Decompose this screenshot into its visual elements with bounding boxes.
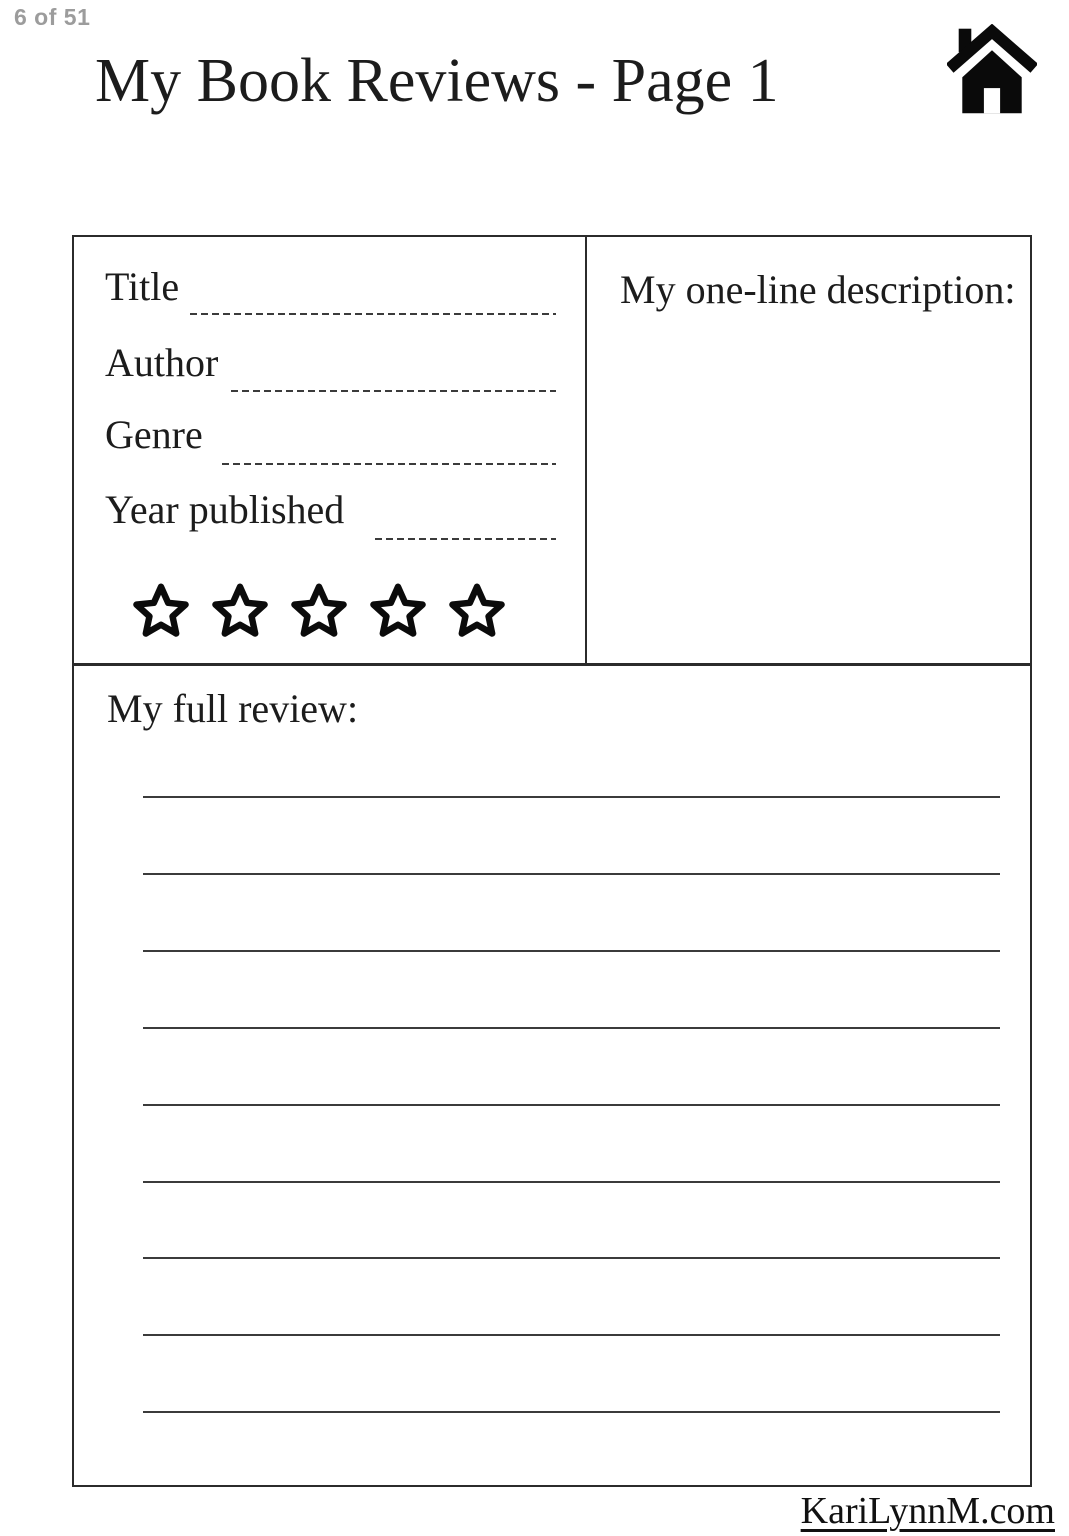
review-card-frame [72, 235, 1032, 1487]
page-indicator: 6 of 51 [14, 4, 91, 30]
review-ruled-line [143, 1334, 1000, 1336]
one-line-description-label: My one-line description: [620, 267, 1016, 312]
star-outline-icon [209, 575, 271, 643]
star-outline-icon [367, 575, 429, 643]
full-review-label: My full review: [107, 686, 359, 731]
field-label-genre: Genre [105, 412, 203, 457]
field-line-genre [222, 463, 556, 465]
field-label-author: Author [105, 340, 219, 385]
home-button[interactable] [947, 24, 1037, 118]
home-icon [947, 105, 1037, 122]
star-rating [130, 575, 508, 643]
review-ruled-line [143, 796, 1000, 798]
column-divider [585, 235, 587, 665]
review-ruled-line [143, 1104, 1000, 1106]
section-divider [72, 663, 1032, 666]
star-outline-icon [288, 575, 350, 643]
field-label-title: Title [105, 264, 180, 309]
field-label-year-published: Year published [105, 487, 345, 532]
field-line-title [190, 313, 556, 315]
review-ruled-line [143, 950, 1000, 952]
review-ruled-line [143, 1027, 1000, 1029]
field-line-year-published [375, 538, 556, 540]
review-ruled-line [143, 1181, 1000, 1183]
review-ruled-line [143, 873, 1000, 875]
review-ruled-line [143, 1257, 1000, 1259]
footer-site-link[interactable]: KariLynnM.com [800, 1490, 1055, 1532]
field-line-author [231, 390, 556, 392]
star-outline-icon [130, 575, 192, 643]
review-ruled-line [143, 1411, 1000, 1413]
star-outline-icon [446, 575, 508, 643]
page-title: My Book Reviews - Page 1 [95, 47, 779, 115]
